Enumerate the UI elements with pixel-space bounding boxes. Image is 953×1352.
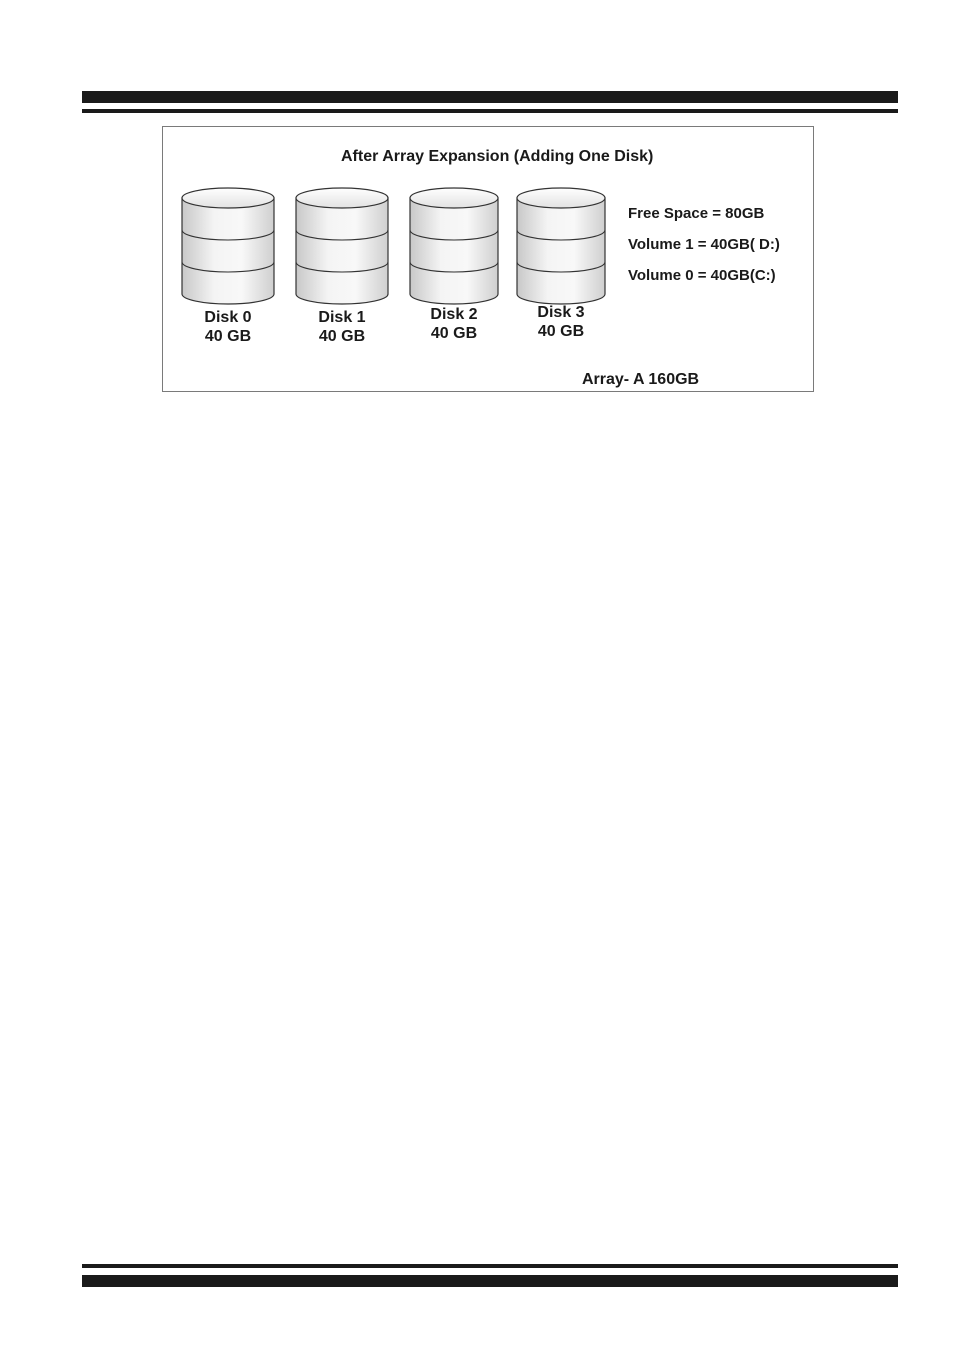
disk-cylinder [517, 188, 605, 304]
disk-name-label: Disk 1 [318, 309, 366, 326]
disk-cylinder [296, 188, 388, 304]
disk-group [182, 188, 605, 345]
array-expansion-diagram [162, 126, 814, 392]
footer-rule-thick [82, 1275, 898, 1287]
disk-size-label: 40 GB [430, 325, 478, 342]
legend-volume-1: Volume 1 = 40GB( D:) [628, 236, 780, 253]
disk-name-label: Disk 3 [537, 304, 585, 321]
header-rule-thick [82, 91, 898, 103]
disk-name-label: Disk 2 [430, 306, 478, 323]
header-rule-thin [82, 109, 898, 113]
diagram-title: After Array Expansion (Adding One Disk) [341, 148, 654, 165]
legend-volume-0: Volume 0 = 40GB(C:) [628, 267, 776, 284]
disk-name-label: Disk 0 [204, 309, 252, 326]
disk-size-label: 40 GB [537, 323, 585, 340]
disk-cylinder [182, 188, 274, 304]
legend-free-space: Free Space = 80GB [628, 205, 765, 222]
disk-size-label: 40 GB [204, 328, 252, 345]
disk-cylinder [410, 188, 498, 304]
footer-rule-thin [82, 1264, 898, 1268]
array-label: Array- A 160GB [582, 371, 700, 388]
disk-size-label: 40 GB [318, 328, 366, 345]
